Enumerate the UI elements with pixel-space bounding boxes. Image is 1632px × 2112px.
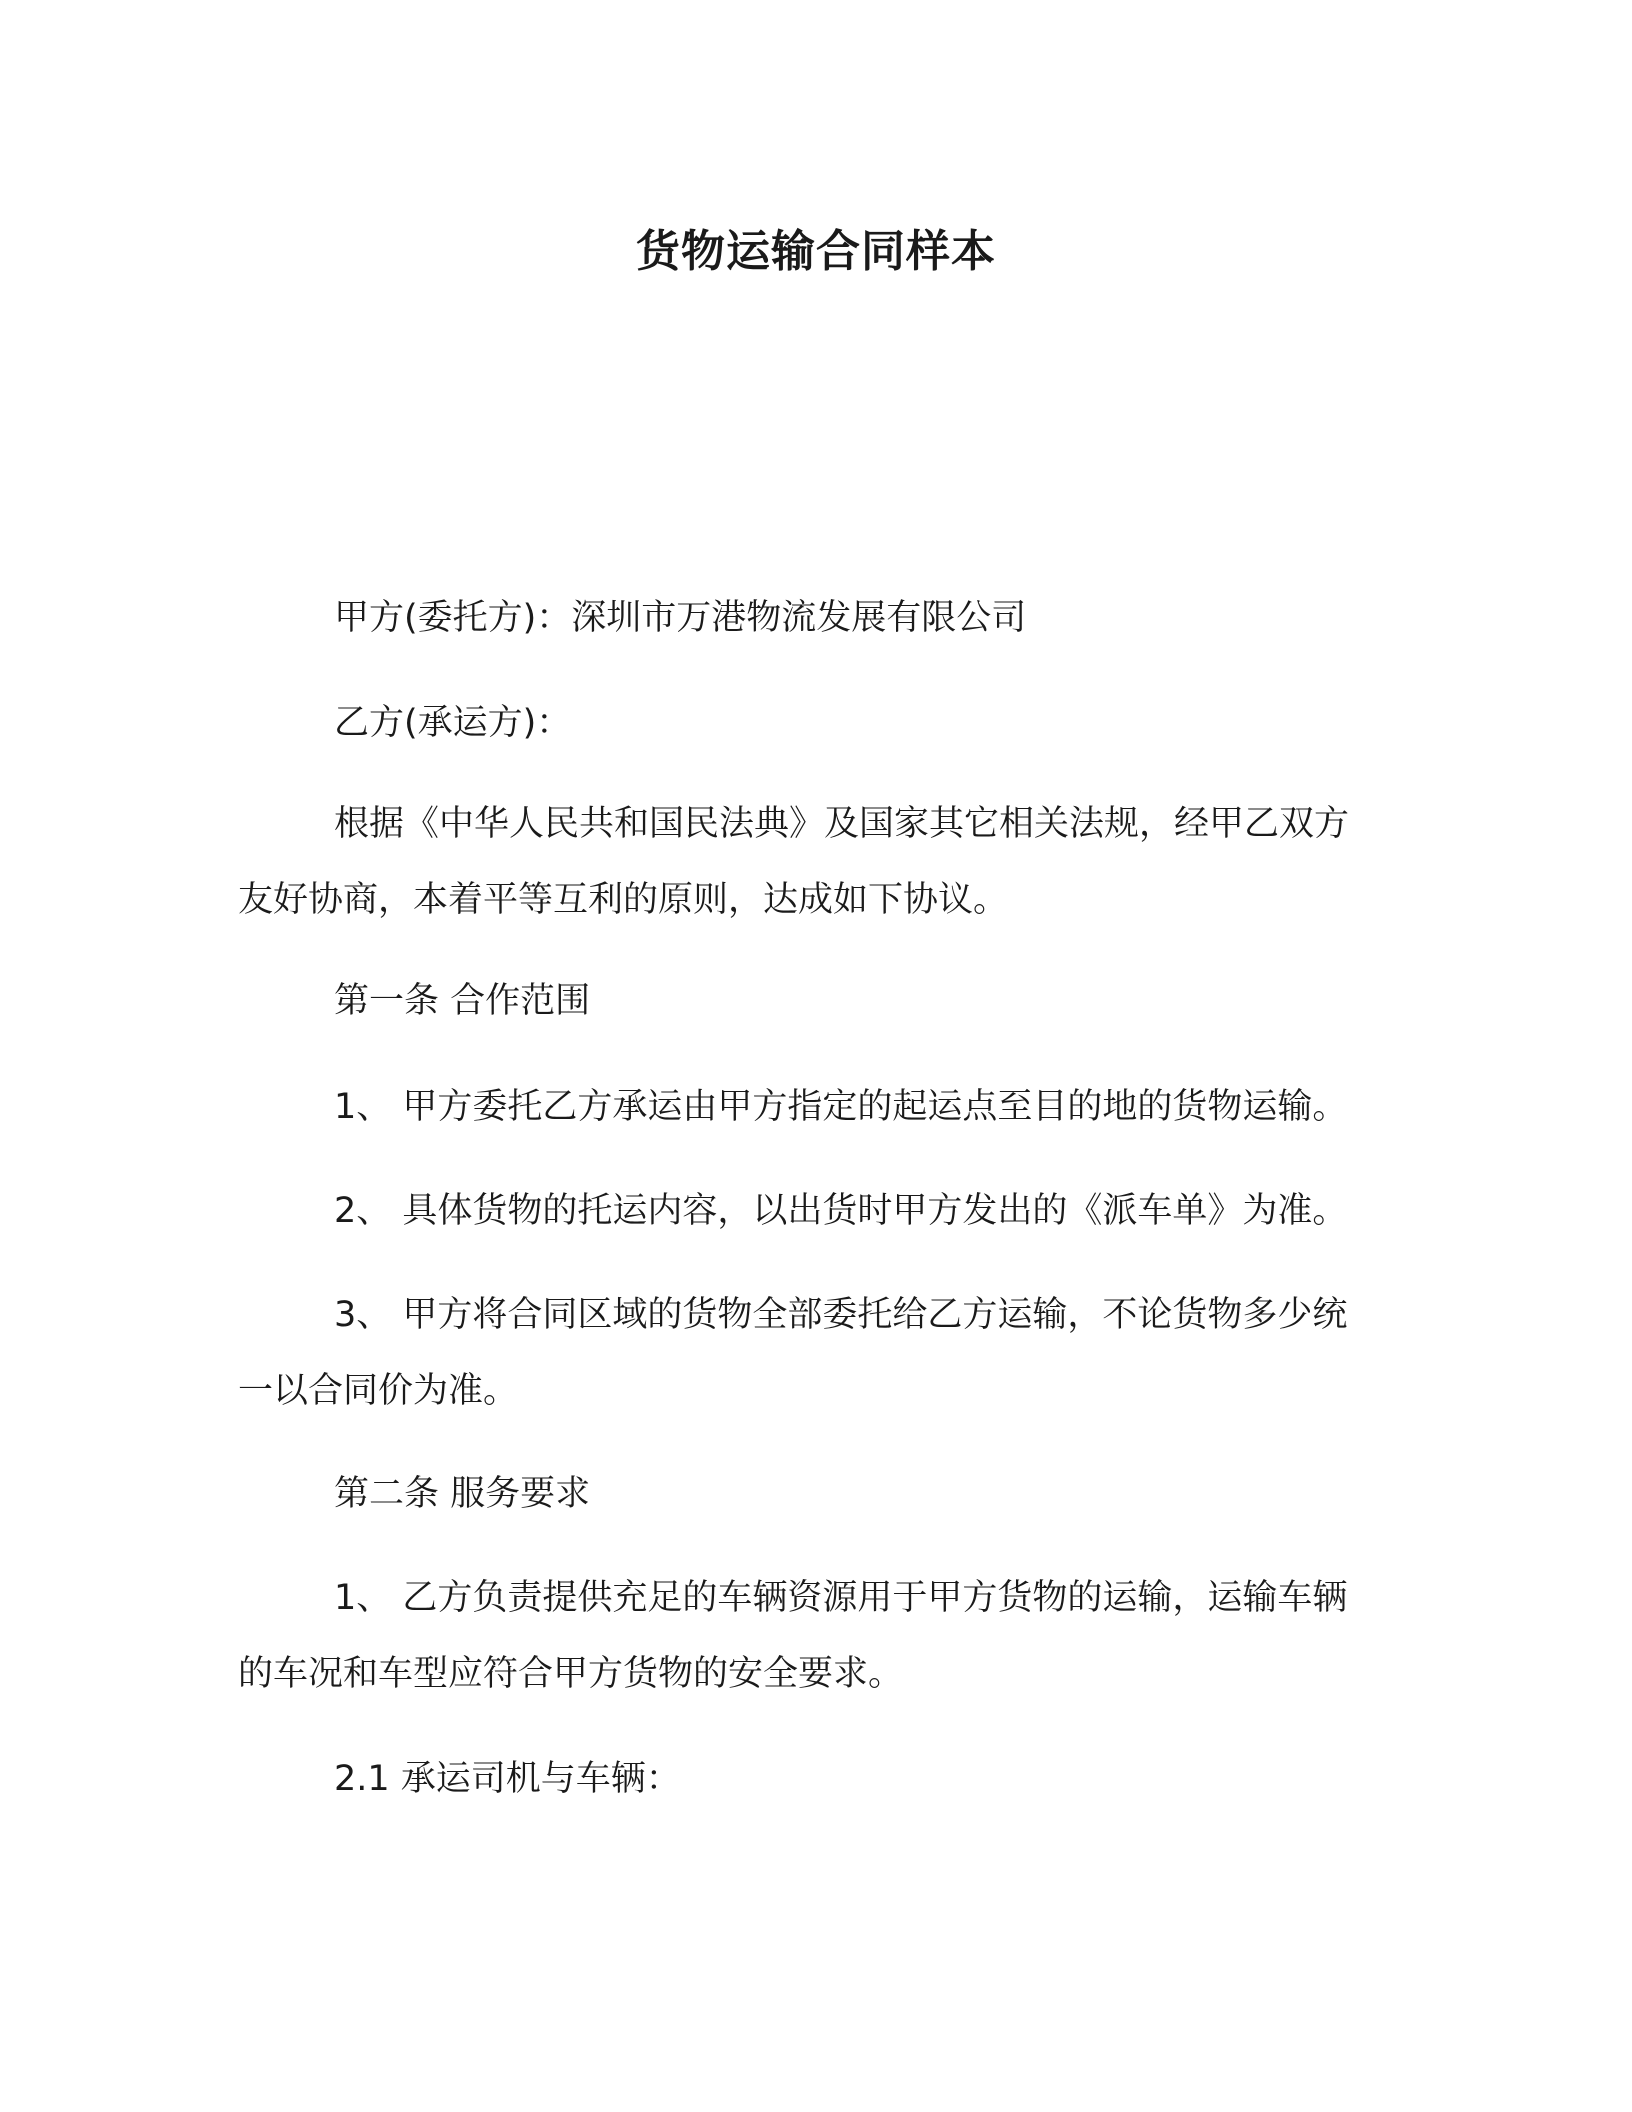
article-1-heading: 第一条 合作范围 bbox=[334, 981, 591, 1021]
article-2-subitem-2-1: 2.1 承运司机与车辆： bbox=[334, 1759, 681, 1799]
article-2-heading: 第二条 服务要求 bbox=[334, 1474, 591, 1514]
article-1-item-3: 3、 甲方将合同区域的货物全部委托给乙方运输，不论货物多少统一以合同价为准。 bbox=[238, 1295, 1348, 1411]
party-b-line: 乙方(承运方)： bbox=[334, 703, 572, 743]
document-title: 货物运输合同样本 bbox=[636, 226, 996, 277]
party-a-line: 甲方(委托方)：深圳市万港物流发展有限公司 bbox=[334, 598, 1027, 638]
article-1-item-2: 2、 具体货物的托运内容，以出货时甲方发出的《派车单》为准。 bbox=[334, 1191, 1348, 1231]
article-1-item-1: 1、 甲方委托乙方承运由甲方指定的起运点至目的地的货物运输。 bbox=[334, 1087, 1348, 1127]
preamble-paragraph: 根据《中华人民共和国民法典》及国家其它相关法规，经甲乙双方友好协商，本着平等互利的原则，达成如下协议。 bbox=[238, 804, 1350, 920]
article-2-item-1: 1、 乙方负责提供充足的车辆资源用于甲方货物的运输，运输车辆的车况和车型应符合甲方货物的安全要求。 bbox=[238, 1578, 1348, 1694]
